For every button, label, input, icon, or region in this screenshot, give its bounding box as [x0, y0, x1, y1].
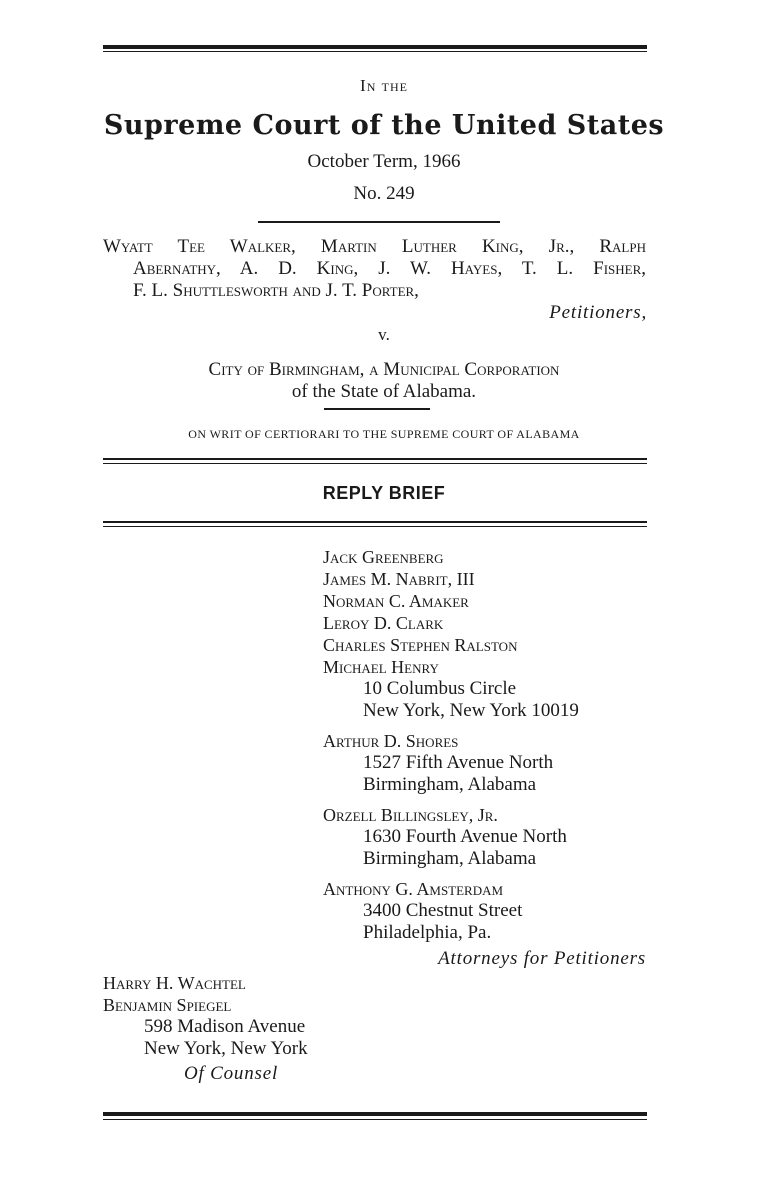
bottom-rule-thick — [103, 1112, 647, 1116]
brief-title: REPLY BRIEF — [322, 483, 446, 503]
address-line: 3400 Chestnut Street — [363, 900, 523, 921]
brief-rule-bottom-2 — [103, 526, 647, 527]
petitioners-line-1: Wyatt Tee Walker, Martin Luther King, Jr., Ralph — [103, 236, 646, 257]
address-line: Birmingham, Alabama — [363, 774, 537, 795]
address-line: New York, New York — [144, 1038, 308, 1059]
petitioners-label: Petitioners, — [549, 302, 647, 323]
attorney-name: Jack Greenberg — [323, 547, 444, 567]
header-divider — [258, 221, 500, 223]
versus: v. — [378, 325, 390, 344]
petitioners-line-3: F. L. Shuttlesworth and J. T. Porter, — [133, 280, 419, 301]
address-line: Philadelphia, Pa. — [363, 922, 492, 943]
address-line: Birmingham, Alabama — [363, 848, 537, 869]
of-counsel-label: Of Counsel — [184, 1063, 279, 1084]
attorney-name: Norman C. Amaker — [323, 591, 469, 611]
attorney-name: James M. Nabrit, III — [323, 569, 475, 589]
attorney-name: Michael Henry — [323, 657, 439, 677]
bottom-rule-thin — [103, 1119, 647, 1120]
respondent-line-1 — [0, 359, 768, 381]
address-line: 598 Madison Avenue — [144, 1016, 306, 1037]
top-rule-thin — [103, 51, 647, 52]
petitioners-line-2: Abernathy, A. D. King, J. W. Hayes, T. L. Fisher, — [133, 258, 646, 279]
counsel-name: Harry H. Wachtel — [103, 973, 246, 993]
brief-rule-top-1 — [103, 458, 647, 460]
court-name: Supreme Court of the United States — [103, 110, 665, 141]
address-line: 1630 Fourth Avenue North — [363, 826, 567, 847]
address-line: New York, New York 10019 — [363, 700, 579, 721]
attorneys-label: Attorneys for Petitioners — [438, 948, 646, 969]
attorney-name: Arthur D. Shores — [323, 731, 459, 751]
brief-rule-bottom-1 — [103, 521, 647, 523]
attorney-name: Orzell Billingsley, Jr. — [323, 805, 498, 825]
respondent-divider — [324, 408, 430, 410]
attorney-name: Charles Stephen Ralston — [323, 635, 518, 655]
term: October Term, 1966 — [307, 151, 461, 172]
brief-rule-top-2 — [103, 463, 647, 464]
attorney-name: Leroy D. Clark — [323, 613, 444, 633]
attorney-name: Anthony G. Amsterdam — [323, 879, 504, 899]
address-line: 1527 Fifth Avenue North — [363, 752, 554, 773]
address-line: 10 Columbus Circle — [363, 678, 517, 699]
respondent-line-2: of the State of Alabama. — [291, 381, 477, 402]
counsel-name: Benjamin Spiegel — [103, 995, 232, 1015]
top-rule-thick — [103, 45, 647, 49]
respondent-name: City of Birmingham, a Municipal Corporation — [208, 359, 560, 380]
attorneys-block — [323, 546, 653, 944]
in-the-label: In the — [360, 76, 408, 95]
case-number: No. 249 — [353, 183, 415, 204]
of-counsel-block — [103, 972, 403, 1085]
certiorari-line: ON WRIT OF CERTIORARI TO THE SUPREME COURT OF ALABAMA — [188, 427, 580, 441]
